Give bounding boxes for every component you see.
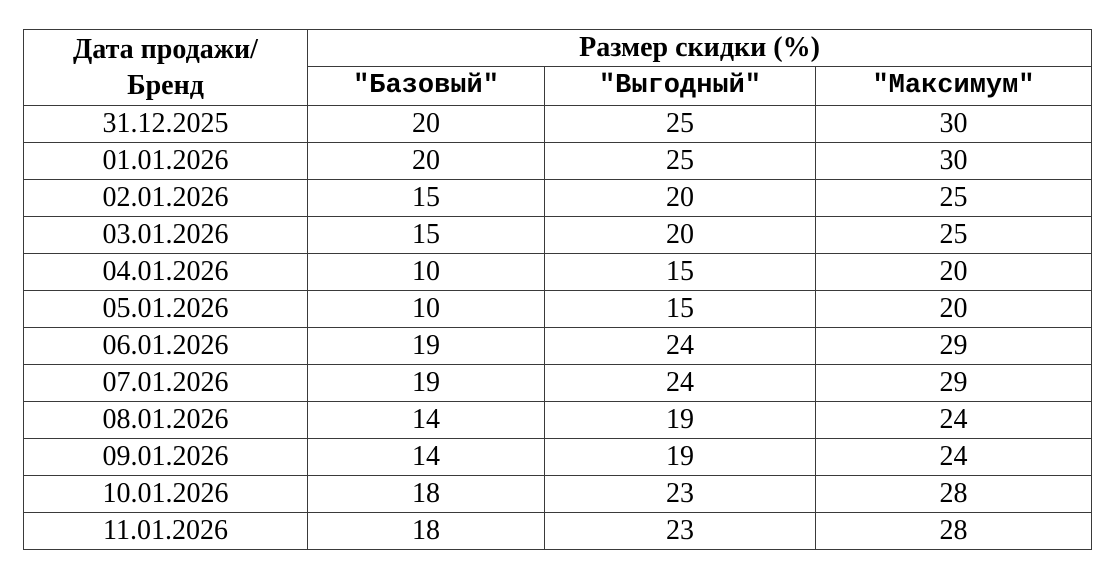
brand-header-vygodnyi: "Выгодный" [545, 67, 816, 106]
value-cell: 20 [545, 180, 816, 217]
table-row [24, 254, 1092, 291]
discount-size-header: Размер скидки (%) [308, 30, 1092, 67]
brand-header-label: Бренд [127, 69, 204, 101]
table-row [24, 143, 1092, 180]
value-cell: 15 [308, 217, 545, 254]
header-row-group [24, 30, 1092, 67]
discount-table [23, 29, 1092, 550]
date-cell: 31.12.2025 [24, 106, 308, 143]
value-cell: 29 [816, 365, 1092, 402]
value-cell: 24 [816, 402, 1092, 439]
value-cell: 30 [816, 143, 1092, 180]
table-row [24, 291, 1092, 328]
table-row [24, 106, 1092, 143]
brand-header-maksimum: "Максимум" [816, 67, 1092, 106]
date-cell: 10.01.2026 [24, 476, 308, 513]
value-cell: 25 [816, 180, 1092, 217]
value-cell: 25 [545, 106, 816, 143]
date-cell: 07.01.2026 [24, 365, 308, 402]
table-row [24, 513, 1092, 550]
value-cell: 25 [816, 217, 1092, 254]
value-cell: 20 [308, 106, 545, 143]
value-cell: 24 [545, 365, 816, 402]
value-cell: 29 [816, 328, 1092, 365]
date-brand-header [24, 30, 308, 106]
date-cell: 05.01.2026 [24, 291, 308, 328]
value-cell: 24 [545, 328, 816, 365]
date-header-label: Дата продажи/ [73, 33, 258, 65]
value-cell: 28 [816, 513, 1092, 550]
date-cell: 02.01.2026 [24, 180, 308, 217]
table-row [24, 180, 1092, 217]
table-row [24, 365, 1092, 402]
value-cell: 10 [308, 254, 545, 291]
table-row [24, 402, 1092, 439]
value-cell: 10 [308, 291, 545, 328]
value-cell: 20 [308, 143, 545, 180]
value-cell: 15 [308, 180, 545, 217]
value-cell: 20 [545, 217, 816, 254]
value-cell: 23 [545, 476, 816, 513]
value-cell: 24 [816, 439, 1092, 476]
date-cell: 08.01.2026 [24, 402, 308, 439]
table-row [24, 328, 1092, 365]
value-cell: 23 [545, 513, 816, 550]
value-cell: 19 [545, 439, 816, 476]
value-cell: 30 [816, 106, 1092, 143]
table-row [24, 217, 1092, 254]
date-cell: 04.01.2026 [24, 254, 308, 291]
value-cell: 15 [545, 254, 816, 291]
value-cell: 15 [545, 291, 816, 328]
value-cell: 19 [308, 365, 545, 402]
value-cell: 14 [308, 439, 545, 476]
value-cell: 20 [816, 291, 1092, 328]
value-cell: 20 [816, 254, 1092, 291]
value-cell: 25 [545, 143, 816, 180]
date-cell: 01.01.2026 [24, 143, 308, 180]
value-cell: 18 [308, 513, 545, 550]
table-row [24, 439, 1092, 476]
value-cell: 18 [308, 476, 545, 513]
value-cell: 14 [308, 402, 545, 439]
brand-header-bazovyi: "Базовый" [308, 67, 545, 106]
value-cell: 28 [816, 476, 1092, 513]
date-cell: 03.01.2026 [24, 217, 308, 254]
value-cell: 19 [545, 402, 816, 439]
date-cell: 11.01.2026 [24, 513, 308, 550]
value-cell: 19 [308, 328, 545, 365]
table-row [24, 476, 1092, 513]
date-cell: 09.01.2026 [24, 439, 308, 476]
date-cell: 06.01.2026 [24, 328, 308, 365]
